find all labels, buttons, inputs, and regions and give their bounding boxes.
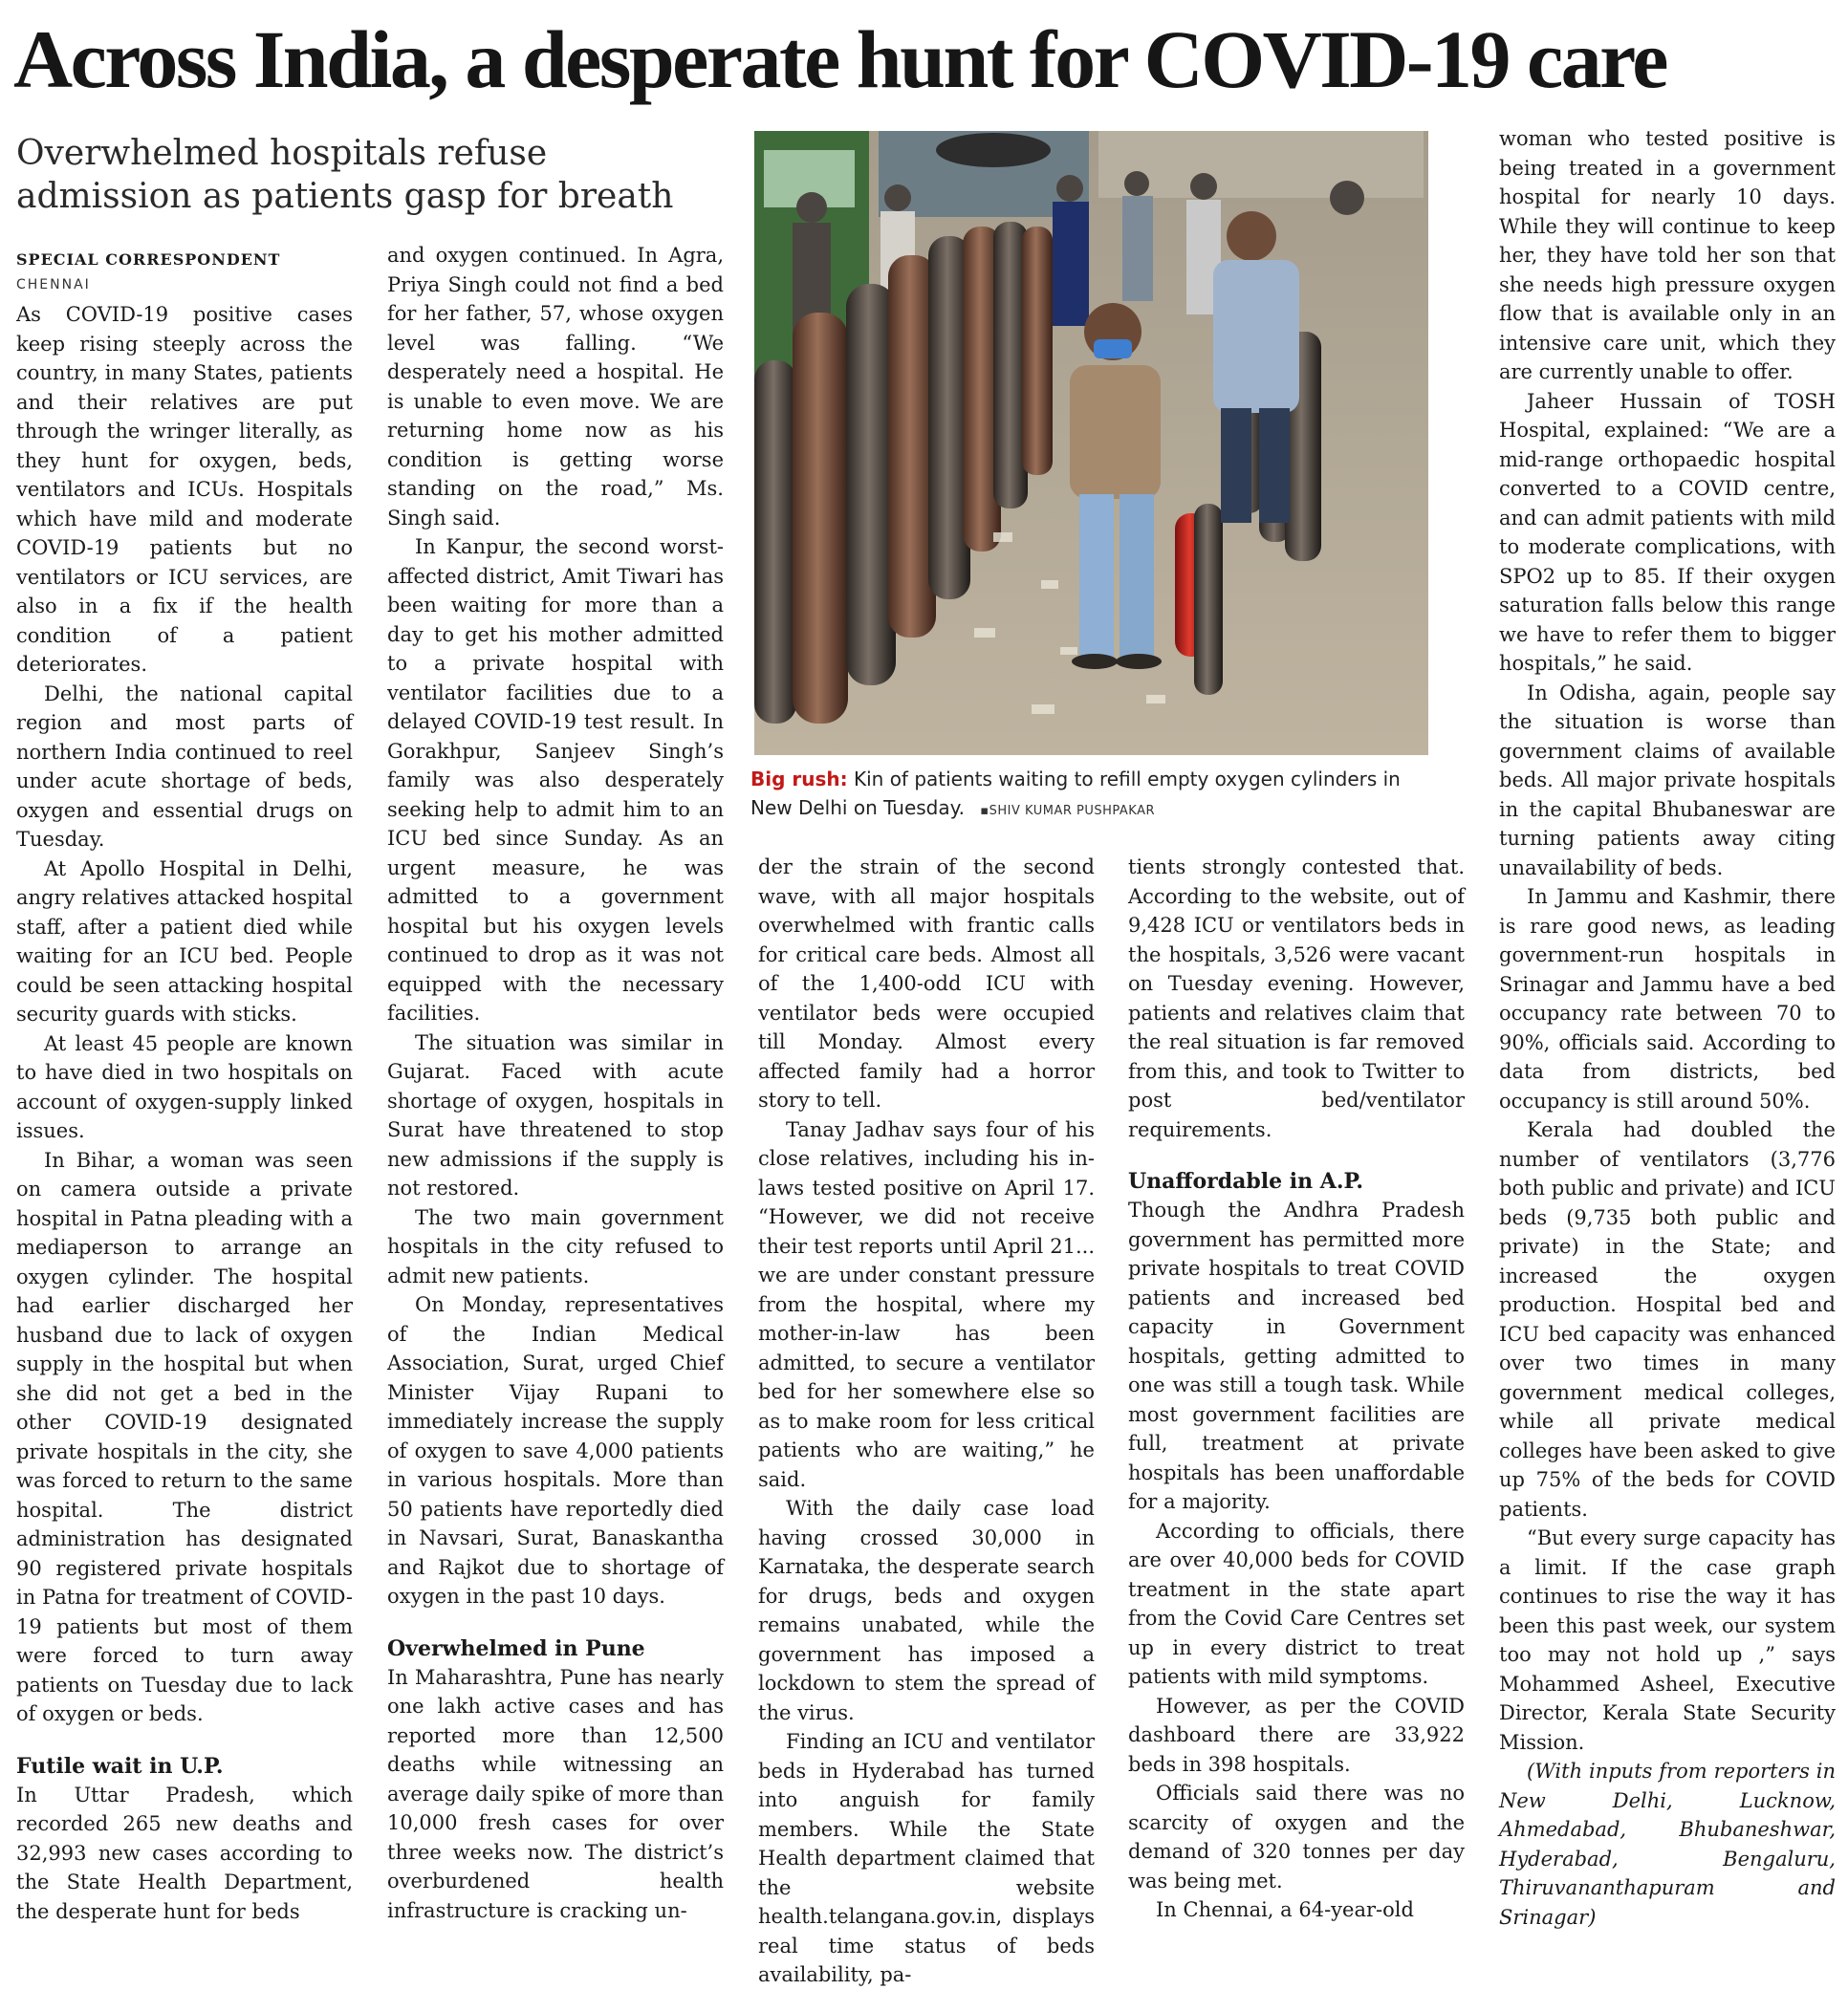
byline: SPECIAL CORRESPONDENT [16,250,281,269]
news-photo [754,131,1428,755]
paragraph: Officials said there was no scarcity of oxygen and the demand of 320 tonnes per day was being met. [1128,1782,1465,1893]
paragraph: On Monday, representatives of the Indian Medical Association, Surat, urged Chief Minister Vijay Rupani to immediately increase the supply of oxygen to save 4,000 patients in various hospitals. More than 50 patients have reportedly died in Navsari, Surat, Banaskantha and Rajkot due to shortage of oxygen in the past 10 days. [387,1293,724,1608]
subheading: Futile wait in U.P. [16,1753,224,1779]
dateline: CHENNAI [16,277,91,292]
paragraph: der the strain of the second wave, with all major hospitals overwhelmed with frantic calls for critical care beds. Almost all of the 1,400-odd ICU with ventilator beds were occupied till Monday. Almost every affected family had a horror story to tell. [758,855,1095,1112]
paragraph: In Uttar Pradesh, which recorded 265 new deaths and 32,993 new cases according to the State Health Department, the desperate hunt for beds [16,1783,353,1923]
paragraph: In Odisha, again, people say the situation is worse than government claims of available beds. All major private hospitals in the capital Bhubaneswar are turning patients away citing unavailability of beds. [1499,681,1836,879]
oxygen-cylinder-queue-image [754,131,1428,755]
column-3 [758,853,1095,1986]
paragraph: Kerala had doubled the number of ventilators (3,776 both public and private) and ICU beds (9,735 both public and private) in the State; and increased the oxygen production. Hospital bed and ICU bed capacity was enhanced over two times in many government medical colleges, while all private medical colleges have been asked to give up 75% of the beds for COVID patients. [1499,1118,1836,1521]
caption-label: Big rush: [750,768,848,790]
photo-credit: ▪SHIV KUMAR PUSHPAKAR [980,804,1156,818]
column-4 [1128,853,1465,1954]
paragraph: According to officials, there are over 40,000 beds for COVID treatment in the state apart from the Covid Care Centres set up in every district to treat patients with mild symptoms. [1128,1519,1465,1688]
paragraph: With the daily case load having crossed 30,000 in Karnataka, the desperate search for drugs, beds and oxygen remains unabated, while the government has imposed a lockdown to stem the spread of the virus. [758,1497,1095,1724]
paragraph: At least 45 people are known to have died in two hospitals on account of oxygen-supply linked issues. [16,1031,353,1142]
photo-caption [750,765,1439,826]
paragraph: In Maharashtra, Pune has nearly one lakh active cases and has reported more than 12,500 deaths while witnessing an average daily spike of more than 10,000 fresh cases for over three weeks now. The district’s overburdened health infrastructure is cracking un- [387,1665,724,1922]
paragraph: However, as per the COVID dashboard there are 33,922 beds in 398 hospitals. [1128,1694,1465,1776]
paragraph: Tanay Jadhav says four of his close relatives, including his in-laws tested positive on April 17. “However, we did not receive their test reports until April 21... we are under constant pressure from the hospital, where my mother-in-law has been admitted, to secure a ventilator bed for her somewhere else so as to make room for less critical patients who are waiting,” he said. [758,1117,1095,1491]
paragraph: Delhi, the national capital region and most parts of northern India continued to reel under acute shortage of beds, oxygen and essential drugs on Tuesday. [16,681,353,851]
caption-text: Kin of patients waiting to refill empty oxygen cylinders in New Delhi on Tuesday. [750,768,1401,819]
paragraph [1499,1757,1836,1932]
column-2 [387,241,724,1954]
column-1 [16,300,353,1954]
paragraph: Jaheer Hussain of TOSH Hospital, explained: “We are a mid-range orthopaedic hospital converted to a COVID centre, and can admit patients with mild to moderate complications, with SPO2 up to 85. If their oxygen saturation falls below this range we have to refer them to bigger hospitals,” he said. [1499,389,1836,675]
subheading: Unaffordable in A.P. [1128,1169,1364,1194]
paragraph: In Jammu and Kashmir, there is rare good news, as leading government-run hospitals in Srinagar and Jammu have a bed occupancy rate between 70 to 90%, officials said. According to data from districts, bed occupancy is still around 50%. [1499,885,1836,1113]
paragraph: The situation was similar in Gujarat. Faced with acute shortage of oxygen, hospitals in Surat have threatened to stop new admissions if the supply is not restored. [387,1030,724,1200]
subheading: Overwhelmed in Pune [387,1635,645,1661]
column-5 [1499,124,1836,1954]
paragraph: Though the Andhra Pradesh government has permitted more private hospitals to treat COVID patients and increased bed capacity in Government hospitals, getting admitted to one was still a tough task. While most government facilities are full, treatment at private hospitals has been unaffordable for a majority. [1128,1199,1465,1513]
paragraph: woman who tested positive is being treated in a government hospital for nearly 10 days. While they will continue to keep her, they have told her son that she needs high pressure oxygen flow that is available only in an intensive care unit, which they are currently unable to offer. [1499,127,1836,383]
paragraph: In Bihar, a woman was seen on camera outside a private hospital in Patna pleading with a mediaperson to arrange an oxygen cylinder. The hospital had earlier discharged her husband due to lack of oxygen supply in the hospital but when she did not get a bed in the other COVID-19 designated private hospitals in the city, she was forced to return to the same hospital. The district administration has designated 90 registered private hospitals in Patna for treatment of COVID-19 patients but most of them were forced to turn away patients on Tuesday due to lack of oxygen or beds. [16,1148,353,1725]
headline: Across India, a desperate hunt for COVID-19 care [13,13,1666,105]
paragraph: tients strongly contested that. According to the website, out of 9,428 ICU or ventilators beds in the hospitals, 3,526 were vacant on Tuesday evening. However, patients and relatives claim that the real situation is far removed from this, and took to Twitter to post bed/ventilator requirements. [1128,855,1465,1141]
paragraph: The two main government hospitals in the city refused to admit new patients. [387,1205,724,1287]
credits-note: (With inputs from reporters in New Delhi, Lucknow, Ahmedabad, Bhubaneshwar, Hyderabad, Bengaluru, Thiruvananthapuram and Srinagar) [1499,1760,1836,1929]
deck-subheadline: Overwhelmed hospitals refuse admission as patients gasp for breath [16,134,674,216]
paragraph: As COVID-19 positive cases keep rising steeply across the country, in many States, patients and their relatives are put through the wringer literally, as they hunt for oxygen, beds, ventilators and ICUs. Hospitals which have mild and moderate COVID-19 patients but no ventilators or ICU services, are also in a fix if the health condition of a patient deteriorates. [16,303,353,676]
paragraph: “But every surge capacity has a limit. If the case graph continues to rise the way it has been this past week, our system too may not hold up ,” says Mohammed Asheel, Executive Director, Kerala State Security Mission. [1499,1526,1836,1754]
paragraph: and oxygen continued. In Agra, Priya Singh could not find a bed for her father, 57, whose oxygen level was falling. “We desperately need a hospital. He is unable to even move. We are returning home now as his condition is getting worse standing on the road,” Ms. Singh said. [387,244,724,530]
paragraph: In Chennai, a 64-year-old [1156,1898,1414,1921]
paragraph: At Apollo Hospital in Delhi, angry relatives attacked hospital staff, after a patient died while waiting for an ICU bed. People could be seen attacking hospital security guards with sticks. [16,856,353,1026]
paragraph: Finding an ICU and ventilator beds in Hyderabad has turned into anguish for family members. While the State Health department claimed that the website health.telangana.gov.in, displays real time status of beds availability, pa- [758,1730,1095,1986]
paragraph: In Kanpur, the second worst-affected district, Amit Tiwari has been waiting for more than a day to get his mother admitted to a private hospital with ventilator facilities due to a delayed COVID-19 test result. In Gorakhpur, Sanjeev Singh’s family was also desperately seeking help to admit him to an ICU bed since Sunday. As an urgent measure, he was admitted to a government hospital but his oxygen levels continued to drop as it was not equipped with the necessary facilities. [387,535,724,1025]
